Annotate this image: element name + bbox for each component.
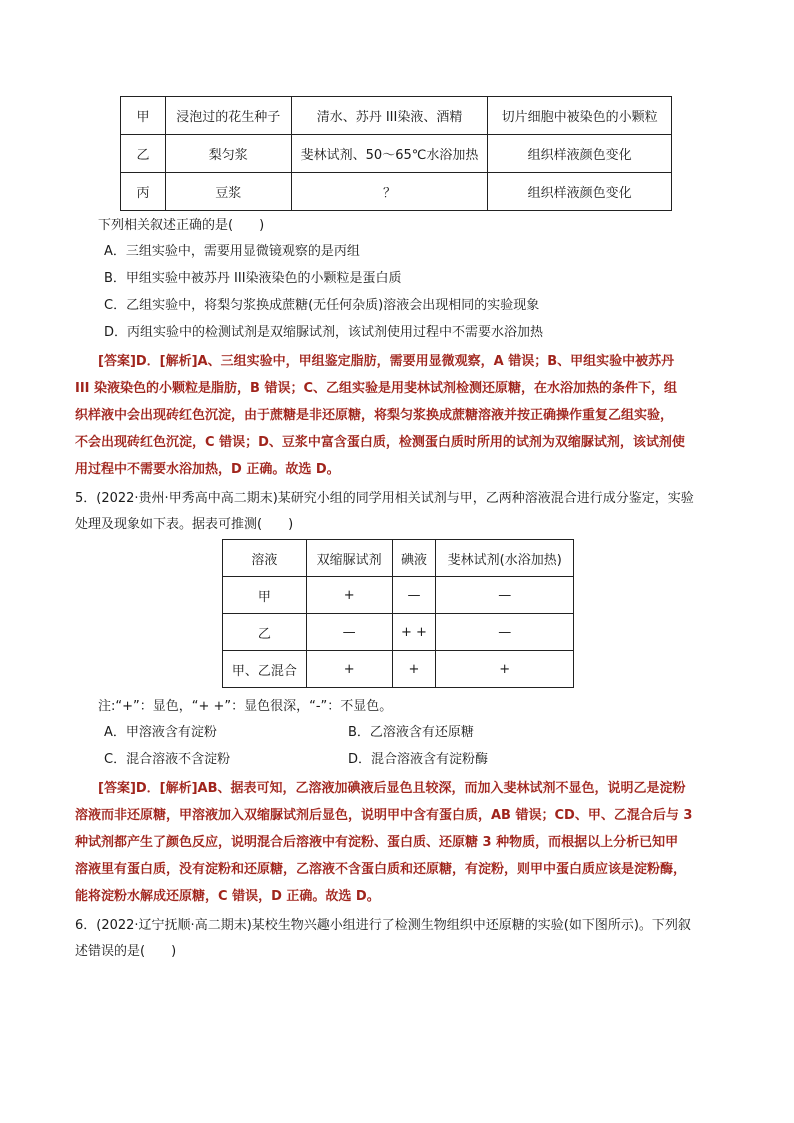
answer-line: 不会出现砖红色沉淀，C 错误；D、豆浆中富含蛋白质，检测蛋白质时所用的试剂为双缩脲试剂，该试剂使: [75, 435, 685, 450]
table-cell: —: [306, 614, 392, 651]
table-cell: 梨匀浆: [165, 135, 291, 173]
column-header: 碘液: [392, 540, 436, 577]
table-cell: 甲: [121, 97, 166, 135]
answer-line: 能将淀粉水解成还原糖，C 错误，D 正确。故选 D。: [75, 889, 380, 904]
table-row: [121, 97, 672, 135]
answer-line: 用过程中不需要水浴加热，D 正确。故选 D。: [75, 462, 340, 477]
answer-line: [答案]D．[解析]AB、据表可知，乙溶液加碘液后显色且较深，而加入斐林试剂不显色，说明乙是淀粉: [98, 781, 686, 796]
table-cell: +: [306, 577, 392, 614]
question-stem: 下列相关叙述正确的是( ): [98, 218, 265, 233]
option-c: C．混合溶液不含淀粉: [104, 752, 231, 767]
column-header: 双缩脲试剂: [306, 540, 392, 577]
table-cell: 组织样液颜色变化: [488, 135, 672, 173]
table-cell: 丙: [121, 173, 166, 211]
option-a: A．甲溶液含有淀粉: [104, 725, 217, 740]
table-cell: 豆浆: [165, 173, 291, 211]
table-row: [223, 577, 574, 614]
option-a: A．三组实验中，需要用显微镜观察的是丙组: [104, 244, 360, 259]
table-row: [121, 173, 672, 211]
table-row: [223, 651, 574, 688]
answer-line: 溶液里有蛋白质，没有淀粉和还原糖，乙溶液不含蛋白质和还原糖，有淀粉，则甲中蛋白质应该是淀粉酶，: [75, 862, 687, 877]
table-header-row: [223, 540, 574, 577]
table-cell: 甲、乙混合: [223, 651, 307, 688]
question-stem: 5．(2022·贵州·甲秀高中高二期末)某研究小组的同学用相关试剂与甲，乙两种溶液混合进行成分鉴定，实验: [75, 491, 694, 506]
table-cell: 斐林试剂、50～65℃水浴加热: [291, 135, 488, 173]
answer-line: III 染液染色的小颗粒是脂肪，B 错误；C、乙组实验是用斐林试剂检测还原糖，在水浴加热的条件下，组: [75, 381, 678, 396]
option-d: D．混合溶液含有淀粉酶: [348, 752, 489, 767]
answer-line: [答案]D．[解析]A、三组实验中，甲组鉴定脂肪，需要用显微观察，A 错误；B、甲组实验中被苏丹: [98, 354, 675, 369]
table-cell: 甲: [223, 577, 307, 614]
table-cell: ？: [291, 173, 488, 211]
table-cell: —: [436, 577, 574, 614]
option-b: B．乙溶液含有还原糖: [348, 725, 474, 740]
column-header: 斐林试剂(水浴加热): [436, 540, 574, 577]
table-cell: +: [392, 651, 436, 688]
answer-line: 溶液而非还原糖，甲溶液加入双缩脲试剂后显色，说明甲中含有蛋白质，AB 错误；CD、甲、乙混合后与 3: [75, 808, 693, 823]
table-cell: +: [306, 651, 392, 688]
table-cell: 乙: [223, 614, 307, 651]
table-cell: —: [436, 614, 574, 651]
table-cell: 组织样液颜色变化: [488, 173, 672, 211]
question-stem: 处理及现象如下表。据表可推测( ): [75, 517, 294, 532]
reagent-table: [222, 539, 574, 688]
option-d: D．丙组实验中的检测试剂是双缩脲试剂，该试剂使用过程中不需要水浴加热: [104, 325, 544, 340]
table-cell: 切片细胞中被染色的小颗粒: [488, 97, 672, 135]
table-cell: 乙: [121, 135, 166, 173]
question-stem: 述错误的是( ): [75, 944, 177, 959]
table-note: 注:“+”：显色，“+ +”：显色很深，“-”：不显色。: [98, 699, 393, 714]
table-cell: +: [436, 651, 574, 688]
experiment-table: [120, 96, 672, 211]
table-cell: 清水、苏丹 III染液、酒精: [291, 97, 488, 135]
answer-line: 织样液中会出现砖红色沉淀，由于蔗糖是非还原糖，将梨匀浆换成蔗糖溶液并按正确操作重复乙组实验，: [75, 408, 674, 423]
table-cell: + +: [392, 614, 436, 651]
option-b: B．甲组实验中被苏丹 III染液染色的小颗粒是蛋白质: [104, 271, 402, 286]
option-c: C．乙组实验中，将梨匀浆换成蔗糖(无任何杂质)溶液会出现相同的实验现象: [104, 298, 540, 313]
question-stem: 6．(2022·辽宁抚顺·高二期末)某校生物兴趣小组进行了检测生物组织中还原糖的实验(如下图所示)。下列叙: [75, 918, 691, 933]
table-cell: —: [392, 577, 436, 614]
answer-line: 种试剂都产生了颜色反应，说明混合后溶液中有淀粉、蛋白质、还原糖 3 种物质，而根据以上分析已知甲: [75, 835, 679, 850]
table-row: [223, 614, 574, 651]
table-cell: 浸泡过的花生种子: [165, 97, 291, 135]
column-header: 溶液: [223, 540, 307, 577]
table-row: [121, 135, 672, 173]
